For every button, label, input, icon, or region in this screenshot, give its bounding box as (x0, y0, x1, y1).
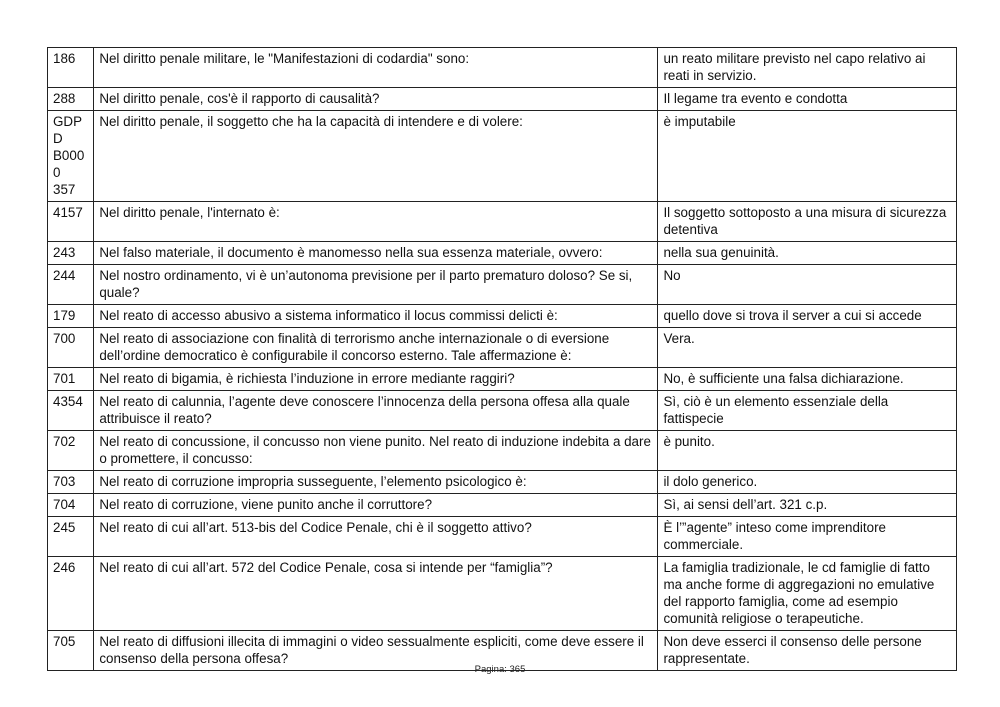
answer-text: quello dove si trova il server a cui si accede (658, 305, 957, 328)
answer-text: un reato militare previsto nel capo relativo ai reati in servizio. (658, 48, 957, 88)
question-id: 703 (48, 471, 94, 494)
answer-text: No, è sufficiente una falsa dichiarazione. (658, 368, 957, 391)
question-id: 704 (48, 494, 94, 517)
question-id: 288 (48, 88, 94, 111)
table-row (48, 471, 957, 494)
question-id: 179 (48, 305, 94, 328)
answer-text: Vera. (658, 328, 957, 368)
answer-text: Il legame tra evento e condotta (658, 88, 957, 111)
question-id: 705 (48, 631, 94, 671)
table-row (48, 242, 957, 265)
table-row (48, 88, 957, 111)
table-row (48, 48, 957, 88)
table-row (48, 265, 957, 305)
question-text: Nel diritto penale, cos'è il rapporto di causalità? (94, 88, 658, 111)
question-id: GDPD B0000 357 (48, 111, 94, 202)
question-text: Nel falso materiale, il documento è manomesso nella sua essenza materiale, ovvero: (94, 242, 658, 265)
question-id: 243 (48, 242, 94, 265)
table-row (48, 305, 957, 328)
answer-text: Il soggetto sottoposto a una misura di sicurezza detentiva (658, 202, 957, 242)
question-text: Nel nostro ordinamento, vi è un’autonoma previsione per il parto prematuro doloso? Se si, quale? (94, 265, 658, 305)
qa-table (47, 47, 957, 671)
answer-text: No (658, 265, 957, 305)
table-row (48, 202, 957, 242)
table-row (48, 431, 957, 471)
question-text: Nel diritto penale, l'internato è: (94, 202, 658, 242)
question-id: 701 (48, 368, 94, 391)
table-row (48, 328, 957, 368)
answer-text: nella sua genuinità. (658, 242, 957, 265)
answer-text: è imputabile (658, 111, 957, 202)
question-text: Nel reato di concussione, il concusso non viene punito. Nel reato di induzione indebita a dare o promettere, il concusso: (94, 431, 658, 471)
question-text: Nel reato di bigamia, è richiesta l’induzione in errore mediante raggiri? (94, 368, 658, 391)
question-text: Nel diritto penale militare, le "Manifestazioni di codardia" sono: (94, 48, 658, 88)
table-row (48, 111, 957, 202)
table-row (48, 391, 957, 431)
question-id: 186 (48, 48, 94, 88)
answer-text: Non deve esserci il consenso delle persone rappresentate. (658, 631, 957, 671)
answer-text: Sì, ciò è un elemento essenziale della fattispecie (658, 391, 957, 431)
table-row (48, 494, 957, 517)
question-id: 702 (48, 431, 94, 471)
qa-table-body (48, 48, 957, 671)
page-number: Pagina: 365 (474, 664, 526, 675)
question-text: Nel reato di calunnia, l’agente deve conoscere l’innocenza della persona offesa alla quale attribuisce il reato? (94, 391, 658, 431)
question-text: Nel reato di corruzione impropria susseguente, l’elemento psicologico è: (94, 471, 658, 494)
question-text: Nel reato di associazione con finalità di terrorismo anche internazionale o di eversione dell’ordine democratico è configurabile il concorso esterno. Tale affermazione è: (94, 328, 658, 368)
answer-text: È l’”agente” inteso come imprenditore commerciale. (658, 517, 957, 557)
table-row (48, 557, 957, 631)
question-text: Nel diritto penale, il soggetto che ha la capacità di intendere e di volere: (94, 111, 658, 202)
question-text: Nel reato di diffusioni illecita di immagini o video sessualmente espliciti, come deve essere il consenso della persona offesa? (94, 631, 658, 671)
question-text: Nel reato di corruzione, viene punito anche il corruttore? (94, 494, 658, 517)
answer-text: Sì, ai sensi dell’art. 321 c.p. (658, 494, 957, 517)
question-id: 4157 (48, 202, 94, 242)
question-id: 4354 (48, 391, 94, 431)
question-id: 244 (48, 265, 94, 305)
question-id: 700 (48, 328, 94, 368)
question-text: Nel reato di cui all’art. 572 del Codice Penale, cosa si intende per “famiglia”? (94, 557, 658, 631)
question-id: 246 (48, 557, 94, 631)
table-row (48, 368, 957, 391)
answer-text: La famiglia tradizionale, le cd famiglie di fatto ma anche forme di aggregazioni no emulative del rapporto famiglia, come ad esempio comunità religiose o terapeutiche. (658, 557, 957, 631)
answer-text: è punito. (658, 431, 957, 471)
question-text: Nel reato di accesso abusivo a sistema informatico il locus commissi delicti è: (94, 305, 658, 328)
question-text: Nel reato di cui all’art. 513-bis del Codice Penale, chi è il soggetto attivo? (94, 517, 658, 557)
question-id: 245 (48, 517, 94, 557)
table-row (48, 517, 957, 557)
answer-text: il dolo generico. (658, 471, 957, 494)
